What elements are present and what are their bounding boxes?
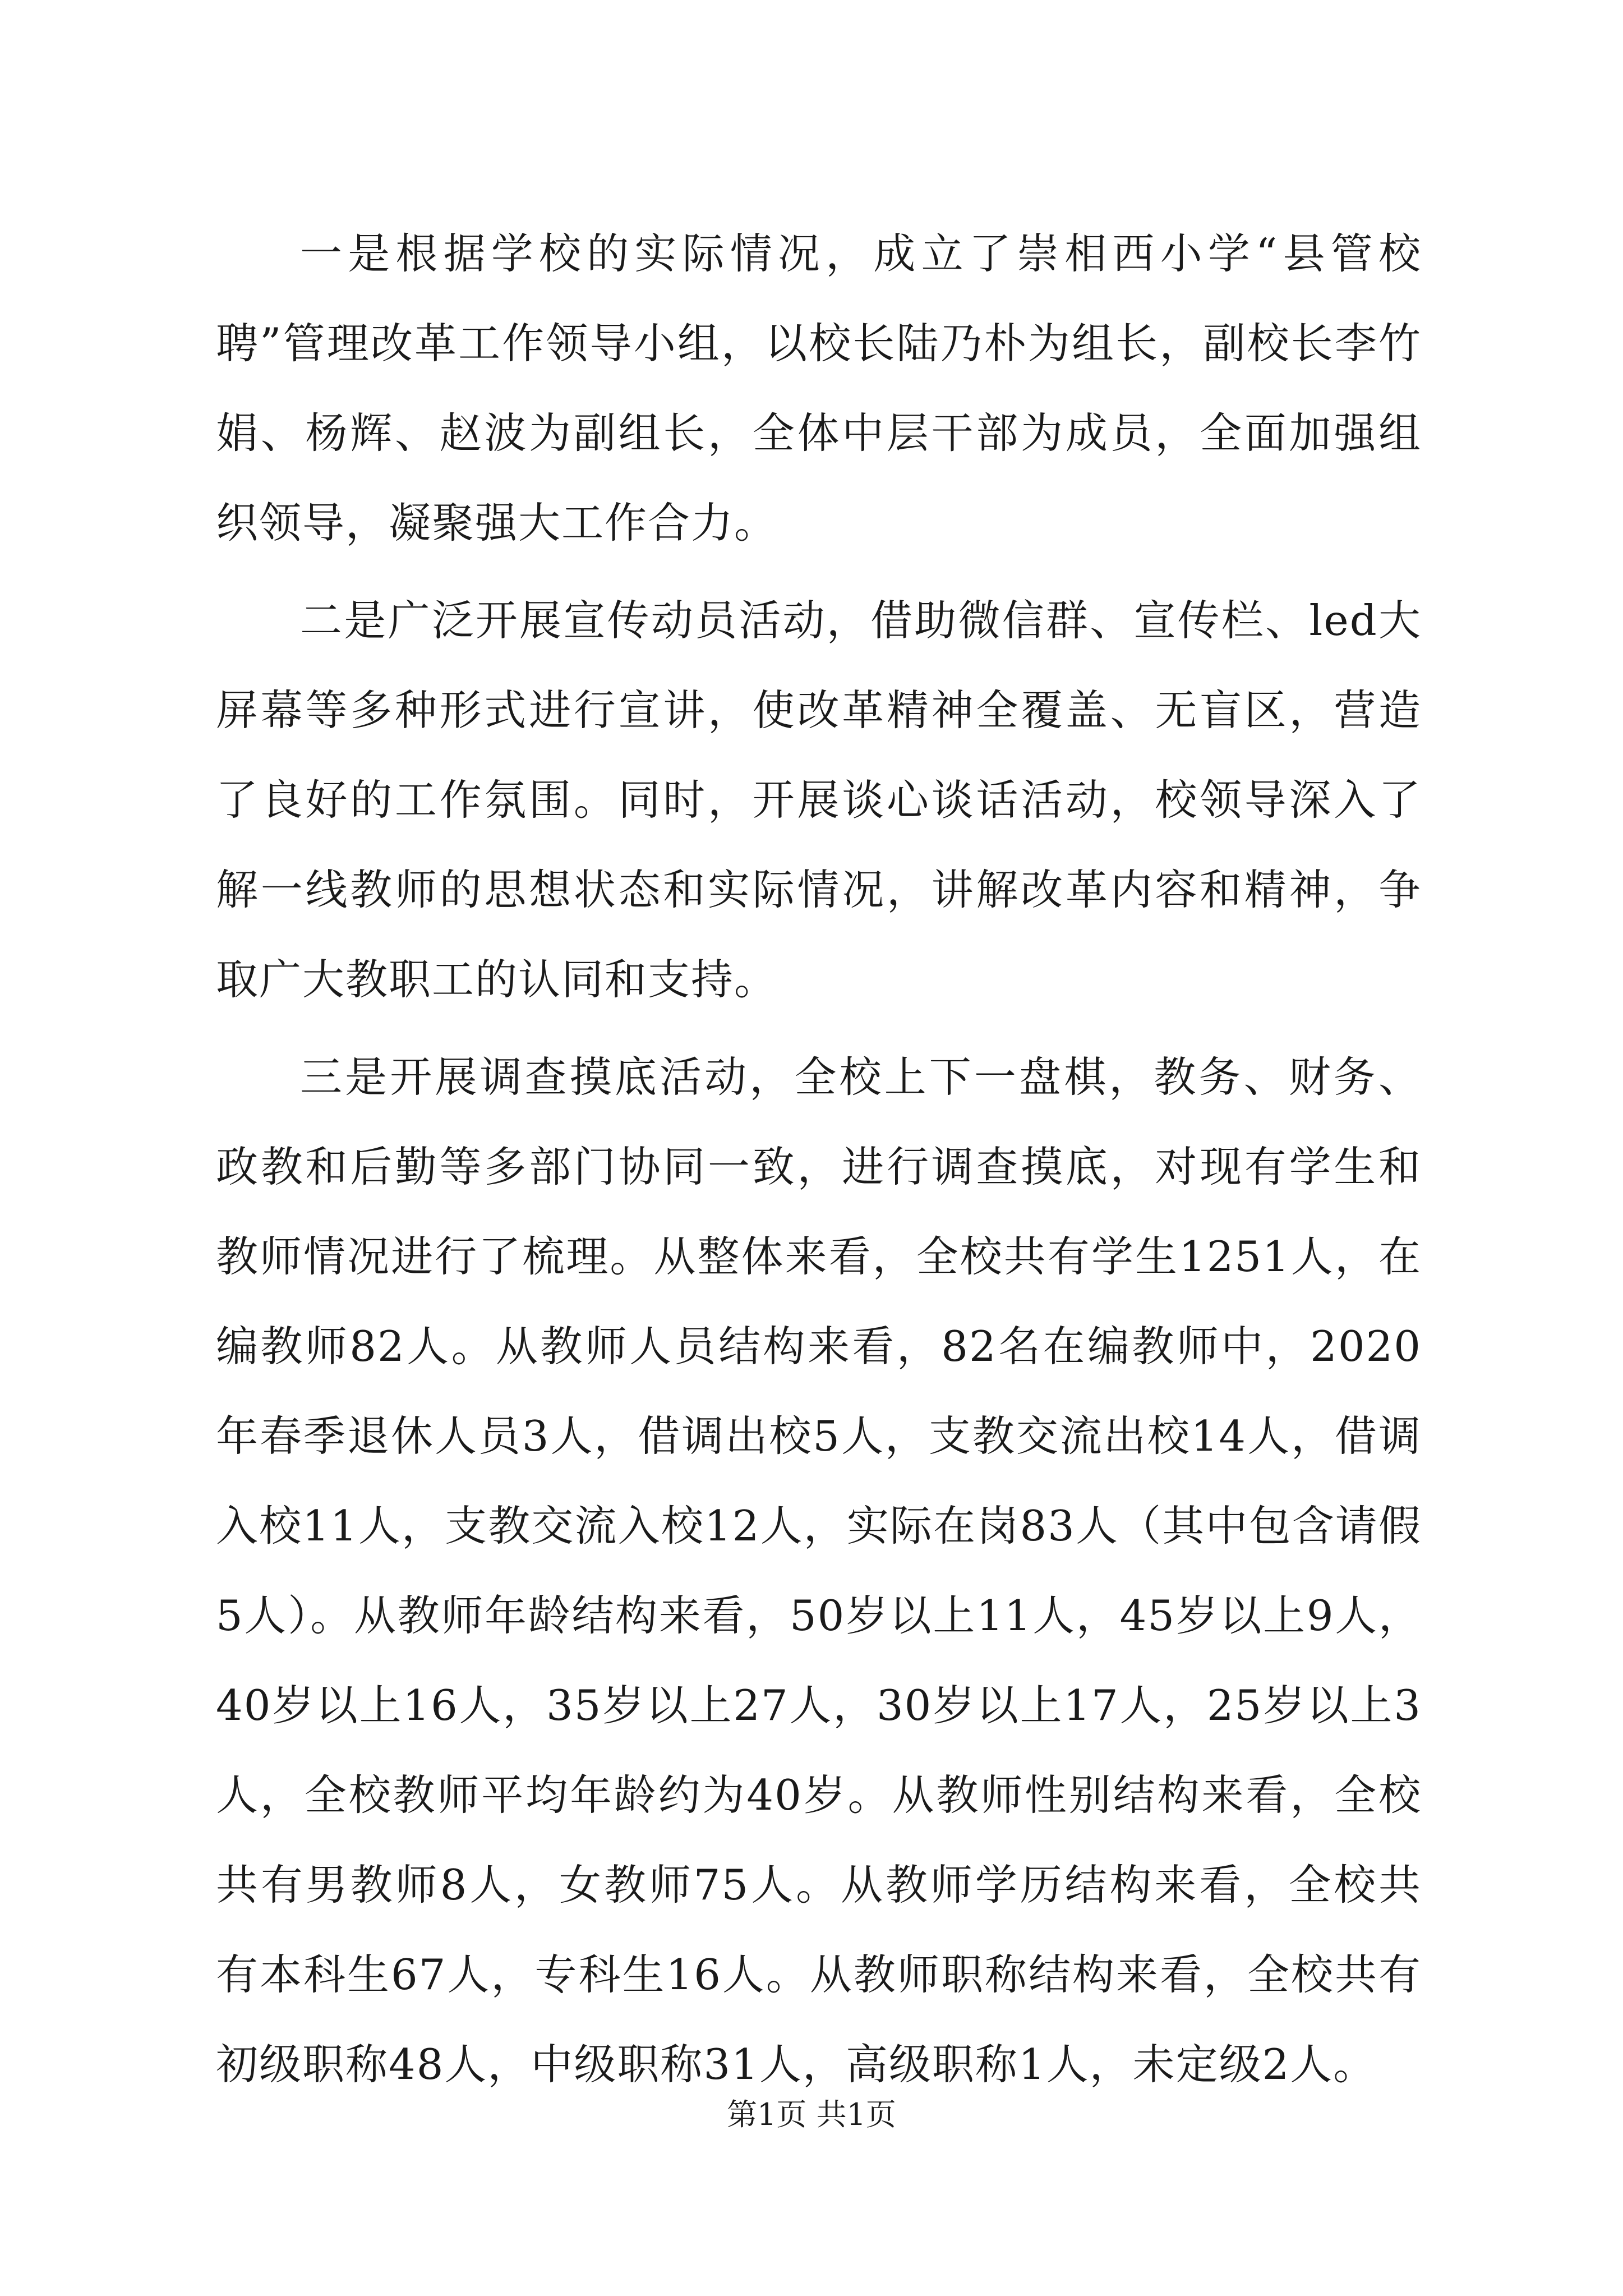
page-number-footer: 第1页 共1页: [727, 2097, 896, 2132]
paragraph-2: 二是广泛开展宣传动员活动，借助微信群、宣传栏、led大屏幕等多种形式进行宣讲，使改革精神全覆盖、无盲区，营造了良好的工作氛围。同时，开展谈心谈话活动，校领导深入了解一线教师的思想状态和实际情况，讲解改革内容和精神，争取广大教职工的认同和支持。: [216, 596, 1422, 1004]
paragraph-1: 一是根据学校的实际情况，成立了崇相西小学“县管校聘”管理改革工作领导小组，以校长陆乃朴为组长，副校长李竹娟、杨辉、赵波为副组长，全体中层干部为成员，全面加强组织领导，凝聚强大工作合力。: [216, 229, 1422, 547]
document-body: [216, 209, 1422, 2117]
paragraph-3: 三是开展调查摸底活动，全校上下一盘棋，教务、财务、政教和后勤等多部门协同一致，进行调查摸底，对现有学生和教师情况进行了梳理。从整体来看，全校共有学生1251人，在编教师82人。从教师人员结构来看，82名在编教师中，2020年春季退休人员3人，借调出校5人，支教交流出校14人，借调入校11人，支教交流入校12人，实际在岗83人（其中包含请假5人）。从教师年龄结构来看，50岁以上11人，45岁以上9人，40岁以上16人，35岁以上27人，30岁以上17人，25岁以上3人，全校教师平均年龄约为40岁。从教师性别结构来看，全校共有男教师8人，女教师75人。从教师学历结构来看，全校共有本科生67人，专科生16人。从教师职称结构来看，全校共有初级职称48人，中级职称31人，高级职称1人，未定级2人。: [216, 1052, 1422, 2089]
